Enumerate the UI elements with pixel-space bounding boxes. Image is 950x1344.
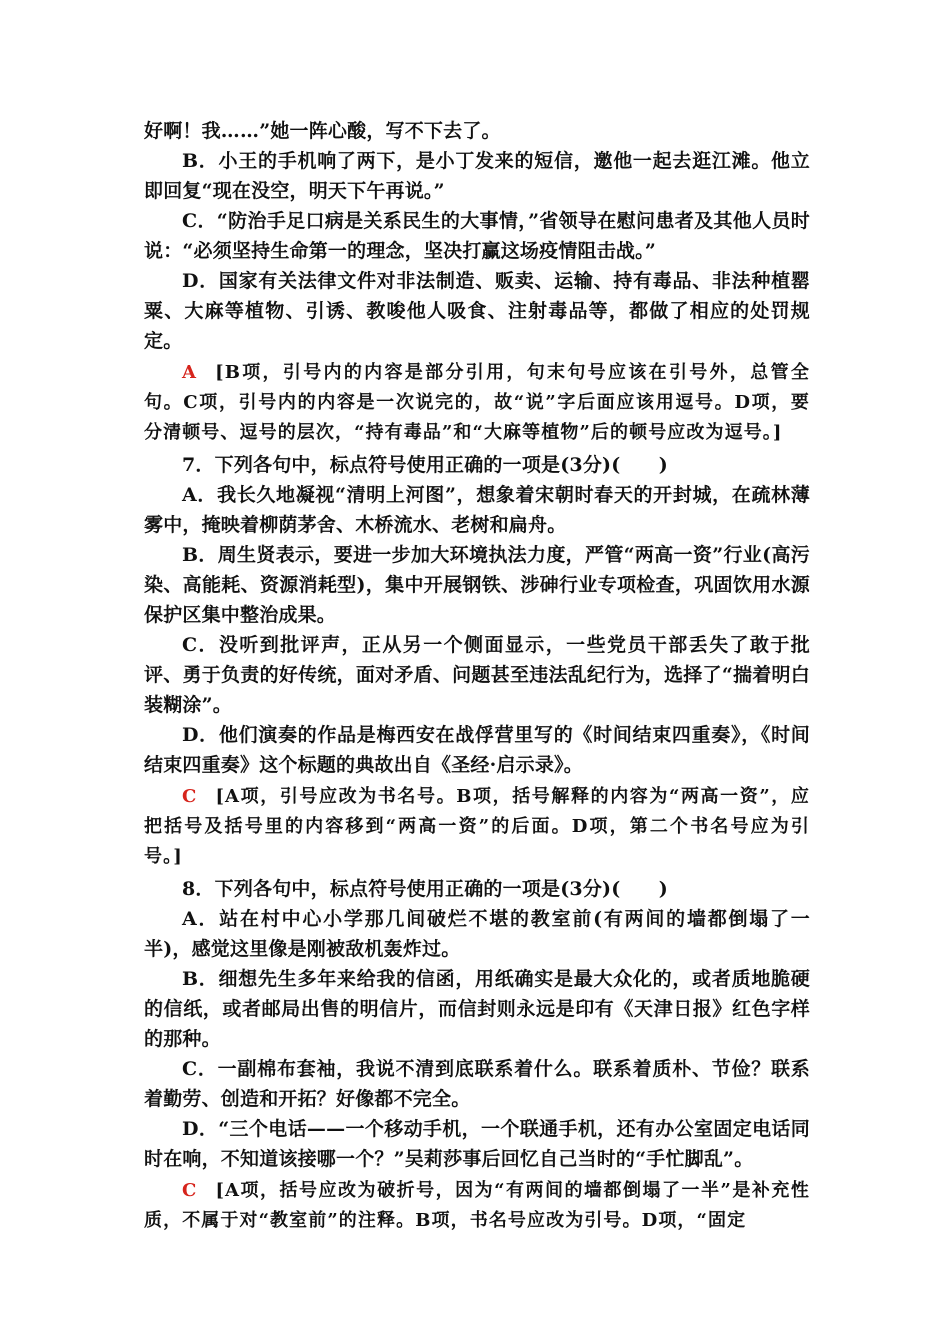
q6-explanation-text: [B项，引号内的内容是部分引用，句末句号应该在引号外，总管全句。C项，引号内的内容是一次说完的，故“说”字后面应该用逗号。D项，要分清顿号、逗号的层次，“持有毒品”和“大麻等植物”后的顿号应改为逗号。] bbox=[144, 362, 810, 443]
q7-answer-explanation bbox=[144, 782, 810, 872]
q7-option-a: A．我长久地凝视“清明上河图”，想象着宋朝时春天的开封城，在疏林薄雾中，掩映着柳荫茅舍、木桥流水、老树和扁舟。 bbox=[144, 484, 810, 536]
q7-answer-letter: C bbox=[182, 786, 198, 807]
q6-answer-letter: A bbox=[182, 362, 198, 383]
q8-option-b: B．细想先生多年来给我的信函，用纸确实是最大众化的，或者质地脆硬的信纸，或者邮局出售的明信片，而信封则永远是印有《天津日报》红色字样的那种。 bbox=[144, 968, 810, 1050]
q6-option-d: D．国家有关法律文件对非法制造、贩卖、运输、持有毒品、非法种植罂粟、大麻等植物、引诱、教唆他人吸食、注射毒品等，都做了相应的处罚规定。 bbox=[144, 270, 810, 352]
q8-explanation-text: [A项，括号应改为破折号，因为“有两间的墙都倒塌了一半”是补充性质，不属于对“教室前”的注释。B项，书名号应改为引号。D项，“固定 bbox=[144, 1180, 810, 1231]
q8-option-d: D．“三个电话——一个移动手机，一个联通手机，还有办公室固定电话同时在响，不知道该接哪一个？”吴莉莎事后回忆自己当时的“手忙脚乱”。 bbox=[144, 1118, 810, 1170]
q8-option-c: C．一副棉布套袖，我说不清到底联系着什么。联系着质朴、节俭？联系着勤劳、创造和开拓？好像都不完全。 bbox=[144, 1058, 810, 1110]
q6-option-b: B．小王的手机响了两下，是小丁发来的短信，邀他一起去逛江滩。他立即回复“现在没空，明天下午再说。” bbox=[144, 150, 810, 202]
q7-option-b: B．周生贤表示，要进一步加大环境执法力度，严管“两高一资”行业(高污染、高能耗、资源消耗型)，集中开展钢铁、涉砷行业专项检查，巩固饮用水源保护区集中整治成果。 bbox=[144, 544, 810, 626]
q8-answer-letter: C bbox=[182, 1180, 198, 1201]
q7-explanation-text: [A项，引号应改为书名号。B项，括号解释的内容为“两高一资”，应把括号及括号里的内容移到“两高一资”的后面。D项，第二个书名号应为引号。] bbox=[144, 786, 810, 867]
q7-stem: 7．下列各句中，标点符号使用正确的一项是(3分)( ) bbox=[182, 454, 669, 476]
continuation-line: 好啊！我……”她一阵心酸，写不下去了。 bbox=[144, 120, 501, 142]
text-column bbox=[144, 116, 810, 1236]
q7-option-d: D．他们演奏的作品是梅西安在战俘营里写的《时间结束四重奏》，《时间结束四重奏》这个标题的典故出自《圣经·启示录》。 bbox=[144, 724, 810, 776]
q6-answer-explanation bbox=[144, 358, 810, 448]
q8-answer-explanation bbox=[144, 1176, 810, 1236]
q6-option-c: C．“防治手足口病是关系民生的大事情，”省领导在慰问患者及其他人员时说：“必须坚持生命第一的理念，坚决打赢这场疫情阻击战。” bbox=[144, 210, 811, 262]
q7-option-c: C．没听到批评声，正从另一个侧面显示，一些党员干部丢失了敢于批评、勇于负责的好传统，面对矛盾、问题甚至违法乱纪行为，选择了“揣着明白装糊涂”。 bbox=[144, 634, 810, 716]
q8-stem: 8．下列各句中，标点符号使用正确的一项是(3分)( ) bbox=[182, 878, 669, 900]
q8-option-a: A．站在村中心小学那几间破烂不堪的教室前(有两间的墙都倒塌了一半)，感觉这里像是刚被敌机轰炸过。 bbox=[144, 908, 810, 960]
